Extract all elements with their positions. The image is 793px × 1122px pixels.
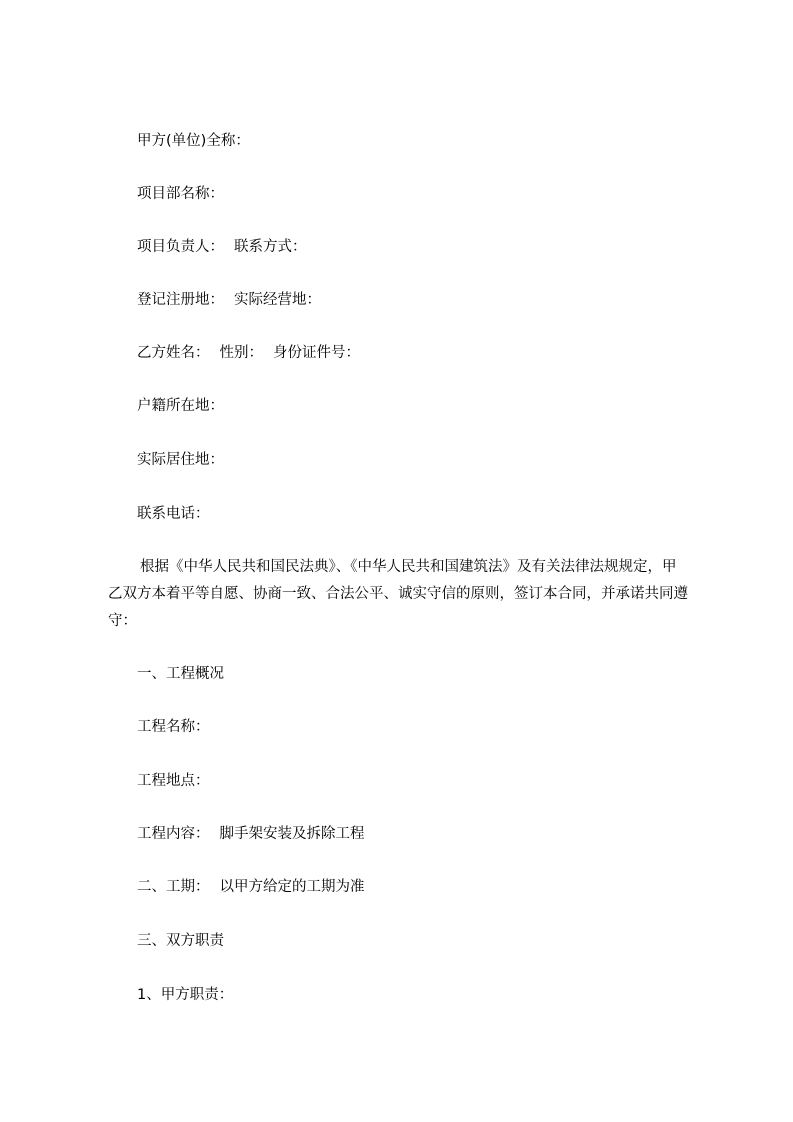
section2-value: 以甲方给定的工期为准 [219,879,365,895]
address-row [137,290,321,310]
project-manager-row [137,237,307,257]
residence-label: 实际居住地： [137,452,224,468]
section2-heading: 二、工期： [137,879,210,895]
preamble-text: 根据《中华人民共和国民法典》、《中华人民共和国建筑法》及有关法律法规规定，甲乙双方本着平等自愿、协商一致、合法公平、诚实守信的原则，签订本合同，并承诺共同遵守： [108,559,688,629]
gender-label: 性别： [219,345,263,361]
party-b-name-label: 乙方姓名： [137,345,210,361]
id-number-label: 身份证件号： [273,345,360,361]
preamble-paragraph [108,554,688,635]
project-content-value: 脚手架安装及拆除工程 [219,826,365,842]
section3-heading: 三、双方职责 [137,933,224,949]
phone-label: 联系电话： [137,506,210,522]
project-content-label: 工程内容： [137,826,210,842]
household-label: 户籍所在地： [137,398,224,414]
section2-row [137,877,365,897]
section3-item1: 1、甲方职责： [137,987,234,1003]
project-location-label: 工程地点： [137,773,210,789]
contact-label: 联系方式： [234,239,307,255]
registered-address-label: 登记注册地： [137,292,224,308]
party-b-row [137,343,360,363]
party-a-full-name-label: 甲方(单位)全称： [137,133,250,149]
project-name-label: 工程名称： [137,719,210,735]
project-dept-label: 项目部名称： [137,186,224,202]
section1-heading: 一、工程概况 [137,666,224,682]
business-address-label: 实际经营地： [234,292,321,308]
project-content-row [137,824,365,844]
project-manager-label: 项目负责人： [137,239,224,255]
